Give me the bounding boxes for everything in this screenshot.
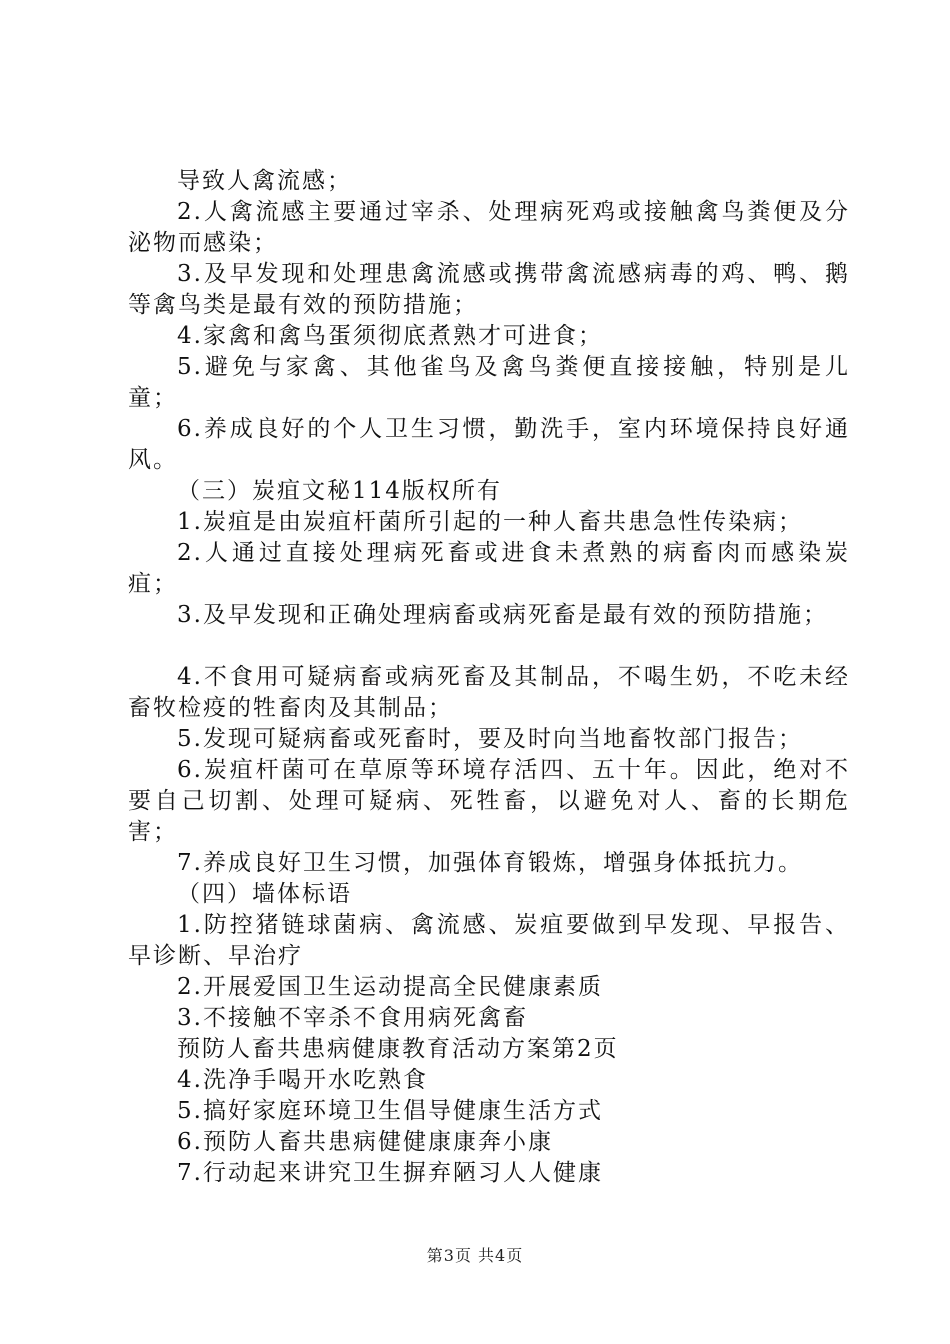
paragraph: 3.及早发现和处理患禽流感或携带禽流感病毒的鸡、鸭、鹅等禽鸟类是最有效的预防措施； [128, 261, 850, 318]
slogan-item: 1.防控猪链球菌病、禽流感、炭疽要做到早发现、早报告、早诊断、早治疗 [128, 912, 850, 969]
page-reference: 预防人畜共患病健康教育活动方案第2页 [177, 1036, 619, 1062]
slogan-item: 6.预防人畜共患病健健康康奔小康 [177, 1129, 553, 1155]
page-footer: 第3页 共4页 [426, 1246, 524, 1265]
paragraph: 4.不食用可疑病畜或病死畜及其制品，不喝生奶，不吃未经畜牧检疫的牲畜肉及其制品； [128, 664, 850, 721]
paragraph: 3.及早发现和正确处理病畜或病死畜是最有效的预防措施； [177, 602, 828, 628]
paragraph: 2.人通过直接处理病死畜或进食未煮熟的病畜肉而感染炭疽； [128, 540, 850, 597]
slogan-item: 7.行动起来讲究卫生摒弃陋习人人健康 [177, 1160, 603, 1186]
paragraph: 5.发现可疑病畜或死畜时，要及时向当地畜牧部门报告； [177, 726, 803, 752]
slogan-item: 4.洗净手喝开水吃熟食 [177, 1067, 428, 1093]
paragraph: 导致人禽流感； [177, 168, 352, 194]
paragraph: 6.炭疽杆菌可在草原等环境存活四、五十年。因此，绝对不要自己切割、处理可疑病、死牲畜，以避免对人、畜的长期危害； [128, 757, 850, 845]
section-heading: （四）墙体标语 [177, 881, 352, 907]
paragraph: 4.家禽和禽鸟蛋须彻底煮熟才可进食； [177, 323, 603, 349]
paragraph: 2.人禽流感主要通过宰杀、处理病死鸡或接触禽鸟粪便及分泌物而感染； [128, 199, 850, 256]
paragraph: 6.养成良好的个人卫生习惯，勤洗手，室内环境保持良好通风。 [128, 416, 850, 473]
slogan-item: 3.不接触不宰杀不食用病死禽畜 [177, 1005, 528, 1031]
paragraph: 5.避免与家禽、其他雀鸟及禽鸟粪便直接接触，特别是儿童； [128, 354, 850, 411]
document-body [128, 166, 850, 1189]
paragraph: 1.炭疽是由炭疽杆菌所引起的一种人畜共患急性传染病； [177, 509, 803, 535]
paragraph: 7.养成良好卫生习惯，加强体育锻炼，增强身体抵抗力。 [177, 850, 803, 876]
slogan-item: 5.搞好家庭环境卫生倡导健康生活方式 [177, 1098, 603, 1124]
section-heading: （三）炭疽文秘114版权所有 [177, 478, 502, 504]
slogan-item: 2.开展爱国卫生运动提高全民健康素质 [177, 974, 603, 1000]
